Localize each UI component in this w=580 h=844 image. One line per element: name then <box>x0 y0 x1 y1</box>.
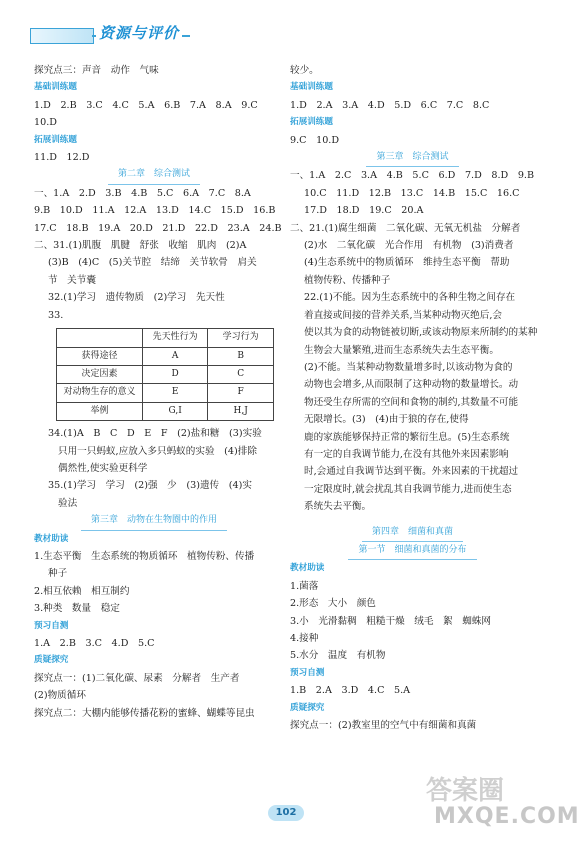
answer-line: 1.D 2.B 3.C 4.C 5.A 6.B 7.A 8.A 9.C <box>34 99 258 111</box>
answer-line: 33. <box>48 309 64 321</box>
section-label: 预习自测 <box>34 620 69 631</box>
answer-line: 无限增长。(3) (4)由于狼的存在,使得 <box>304 414 469 426</box>
answer-line: 34.(1)A B C D E F (2)盐和糖 (3)实验 <box>48 428 262 440</box>
answer-line: 生物会大量繁殖,进而生态系统失去生态平衡。 <box>304 344 499 356</box>
section-label: 基础训练题 <box>34 82 77 93</box>
answer-line: 系统失去平衡。 <box>304 501 372 513</box>
answer-line: 探究点二：大棚内能够传播花粉的蜜蜂、蝴蝶等昆虫 <box>34 707 255 719</box>
answer-line: (2)水 二氧化碳 光合作用 有机物 (3)消费者 <box>304 240 514 252</box>
answer-line: 10.C 11.D 12.B 13.C 14.B 15.C 16.C <box>304 187 520 199</box>
answer-line: 1.A 2.B 3.C 4.D 5.C <box>34 638 155 649</box>
section-heading <box>290 542 535 560</box>
answer-line: 32.(1)学习 遗传物质 (2)学习 先天性 <box>48 292 225 304</box>
answer-line: 17.C 18.B 19.A 20.D 21.D 22.D 23.A 24.B <box>34 222 282 234</box>
answer-line: 3.种类 数量 稳定 <box>34 603 120 615</box>
answer-line: 只用一只蚂蚁,应放入多只蚂蚁的实验 (4)排除 <box>58 445 257 457</box>
table-cell: B <box>208 347 274 365</box>
answer-line: (2)不能。当某种动物数量增多时,以该动物为食的 <box>304 361 513 373</box>
section-label: 教材助读 <box>290 563 325 574</box>
watermark-logo-text: 答案圈 <box>426 776 505 806</box>
watermark <box>420 766 580 836</box>
table-header-row <box>57 329 274 347</box>
answer-line: 9.C 10.D <box>290 134 340 146</box>
page-number: 102 <box>268 805 304 821</box>
right-column <box>290 62 538 734</box>
answer-line: 一、1.A 2.D 3.B 4.B 5.C 6.A 7.C 8.A <box>34 187 251 199</box>
table-row <box>57 365 274 383</box>
answer-line: 35.(1)学习 学习 (2)强 少 (3)遗传 (4)实 <box>48 480 252 492</box>
answer-line: 2.相互依赖 相互制约 <box>34 585 130 597</box>
answer-line: 一、1.A 2.C 3.A 4.B 5.C 6.D 7.D 8.D 9.B <box>290 170 535 182</box>
table-cell: F <box>208 384 274 402</box>
answer-line: 探究点三：声音 动作 气味 <box>34 65 159 76</box>
table-cell: 学习行为 <box>208 329 274 347</box>
table-cell: E <box>142 384 207 402</box>
header-title: 资源与评价 <box>96 22 182 43</box>
chapter-heading <box>34 512 274 530</box>
section-label: 基础训练题 <box>290 82 333 93</box>
chapter-heading-text: 第三章 动物在生物圈中的作用 <box>81 512 227 530</box>
answer-line: 偶然性,使实验更科学 <box>58 462 148 474</box>
answer-line: 探究点一：(1)二氧化碳、尿素 分解者 生产者 <box>34 672 240 684</box>
table-cell: C <box>208 365 274 383</box>
table-cell: D <box>142 365 207 383</box>
answer-line: 有一定的自我调节能力,在没有其他外来因素影响 <box>304 448 509 460</box>
answer-line: 2.形态 大小 颜色 <box>290 598 376 610</box>
chapter-heading-text: 第二章 综合测试 <box>108 166 200 184</box>
answer-line: 1.B 2.A 3.D 4.C 5.A <box>290 685 411 697</box>
section-heading-text: 第一节 细菌和真菌的分布 <box>348 542 476 560</box>
answer-line: 22.(1)不能。因为生态系统中的各种生物之间存在 <box>304 292 516 304</box>
behavior-table <box>56 328 274 421</box>
answer-line: 9.B 10.D 11.A 12.A 13.D 14.C 15.D 16.B <box>34 205 276 217</box>
answer-line: (3)B (4)C (5)关节腔 结缔 关节软骨 肩关 <box>48 257 257 269</box>
table-cell: A <box>142 347 207 365</box>
table-row <box>57 347 274 365</box>
answer-line: 探究点一：(2)教室里的空气中有细菌和真菌 <box>290 720 477 732</box>
table-cell: 先天性行为 <box>142 329 207 347</box>
chapter-heading <box>290 524 535 542</box>
answer-line: 二、21.(1)腐生细菌 二氧化碳、无氧无机盐 分解者 <box>290 222 521 234</box>
section-label: 教材助读 <box>34 533 69 544</box>
table-cell: 对动物生存的意义 <box>57 384 143 402</box>
answer-line: 种子 <box>48 568 68 580</box>
answer-line: 17.D 18.D 19.C 20.A <box>304 205 424 217</box>
section-label: 拓展训练题 <box>34 134 77 145</box>
left-column <box>34 62 282 722</box>
answer-line: 动物也会增多,从而限制了这种动物的数量增长。动 <box>304 379 519 391</box>
answer-line: 较少。 <box>290 65 319 76</box>
table-cell: 举例 <box>57 402 143 420</box>
answer-line: 1.D 2.A 3.A 4.D 5.D 6.C 7.C 8.C <box>290 99 490 111</box>
answer-line: 5.水分 温度 有机物 <box>290 650 386 662</box>
answer-line: 一定限度时,就会扰乱其自我调节能力,进而使生态 <box>304 483 512 495</box>
answer-line: 植物传粉、传播种子 <box>304 274 391 286</box>
section-label: 预习自测 <box>290 667 325 678</box>
answer-line: (2)物质循环 <box>34 690 86 702</box>
chapter-heading <box>34 166 274 184</box>
answer-line: 4.接种 <box>290 633 319 644</box>
answer-line: 验法 <box>58 497 78 509</box>
table-row <box>57 384 274 402</box>
watermark-text: MXQE.COM <box>434 804 580 829</box>
answer-line: 着直接或间接的营养关系,当某种动物灭绝后,会 <box>304 309 502 321</box>
page-header <box>30 22 190 48</box>
spacer <box>290 516 535 524</box>
answer-line: 二、31.(1)肌腹 肌腱 舒张 收缩 肌肉 (2)A <box>34 240 247 252</box>
table-cell: 决定因素 <box>57 365 143 383</box>
answer-line: (4)生态系统中的物质循环 维持生态平衡 帮助 <box>304 257 510 269</box>
chapter-heading-text: 第三章 综合测试 <box>366 149 458 167</box>
answer-line: 11.D 12.D <box>34 152 90 164</box>
chapter-heading <box>290 149 535 167</box>
section-label: 质疑探究 <box>34 655 69 666</box>
answer-line: 节 关节囊 <box>48 274 96 286</box>
header-decor-bar <box>30 28 94 44</box>
section-label: 质疑探究 <box>290 702 325 713</box>
answer-line: 10.D <box>34 117 57 129</box>
answer-line: 时,会通过自我调节达到平衡。外来因素的干扰超过 <box>304 466 519 478</box>
answer-line: 鹿的家族能够保持正常的繁衍生息。(5)生态系统 <box>304 431 510 443</box>
answer-line: 使以其为食的动物链被切断,或该动物原来所制约的某种 <box>304 327 538 339</box>
table-row <box>57 402 274 420</box>
table-cell: H,J <box>208 402 274 420</box>
section-label: 拓展训练题 <box>290 117 333 128</box>
table-cell: G,I <box>142 402 207 420</box>
chapter-heading-text: 第四章 细菌和真菌 <box>362 524 463 542</box>
answer-line: 1.菌落 <box>290 580 319 592</box>
table-cell: 获得途径 <box>57 347 143 365</box>
answer-line: 3.小 光滑黏稠 粗糙干燥 绒毛 絮 蜘蛛网 <box>290 615 492 627</box>
answer-line: 物还受生存所需的空间和食物的制约,其数量不可能 <box>304 396 519 408</box>
answer-line: 1.生态平衡 生态系统的物质循环 植物传粉、传播 <box>34 550 255 562</box>
table-cell <box>57 329 143 347</box>
